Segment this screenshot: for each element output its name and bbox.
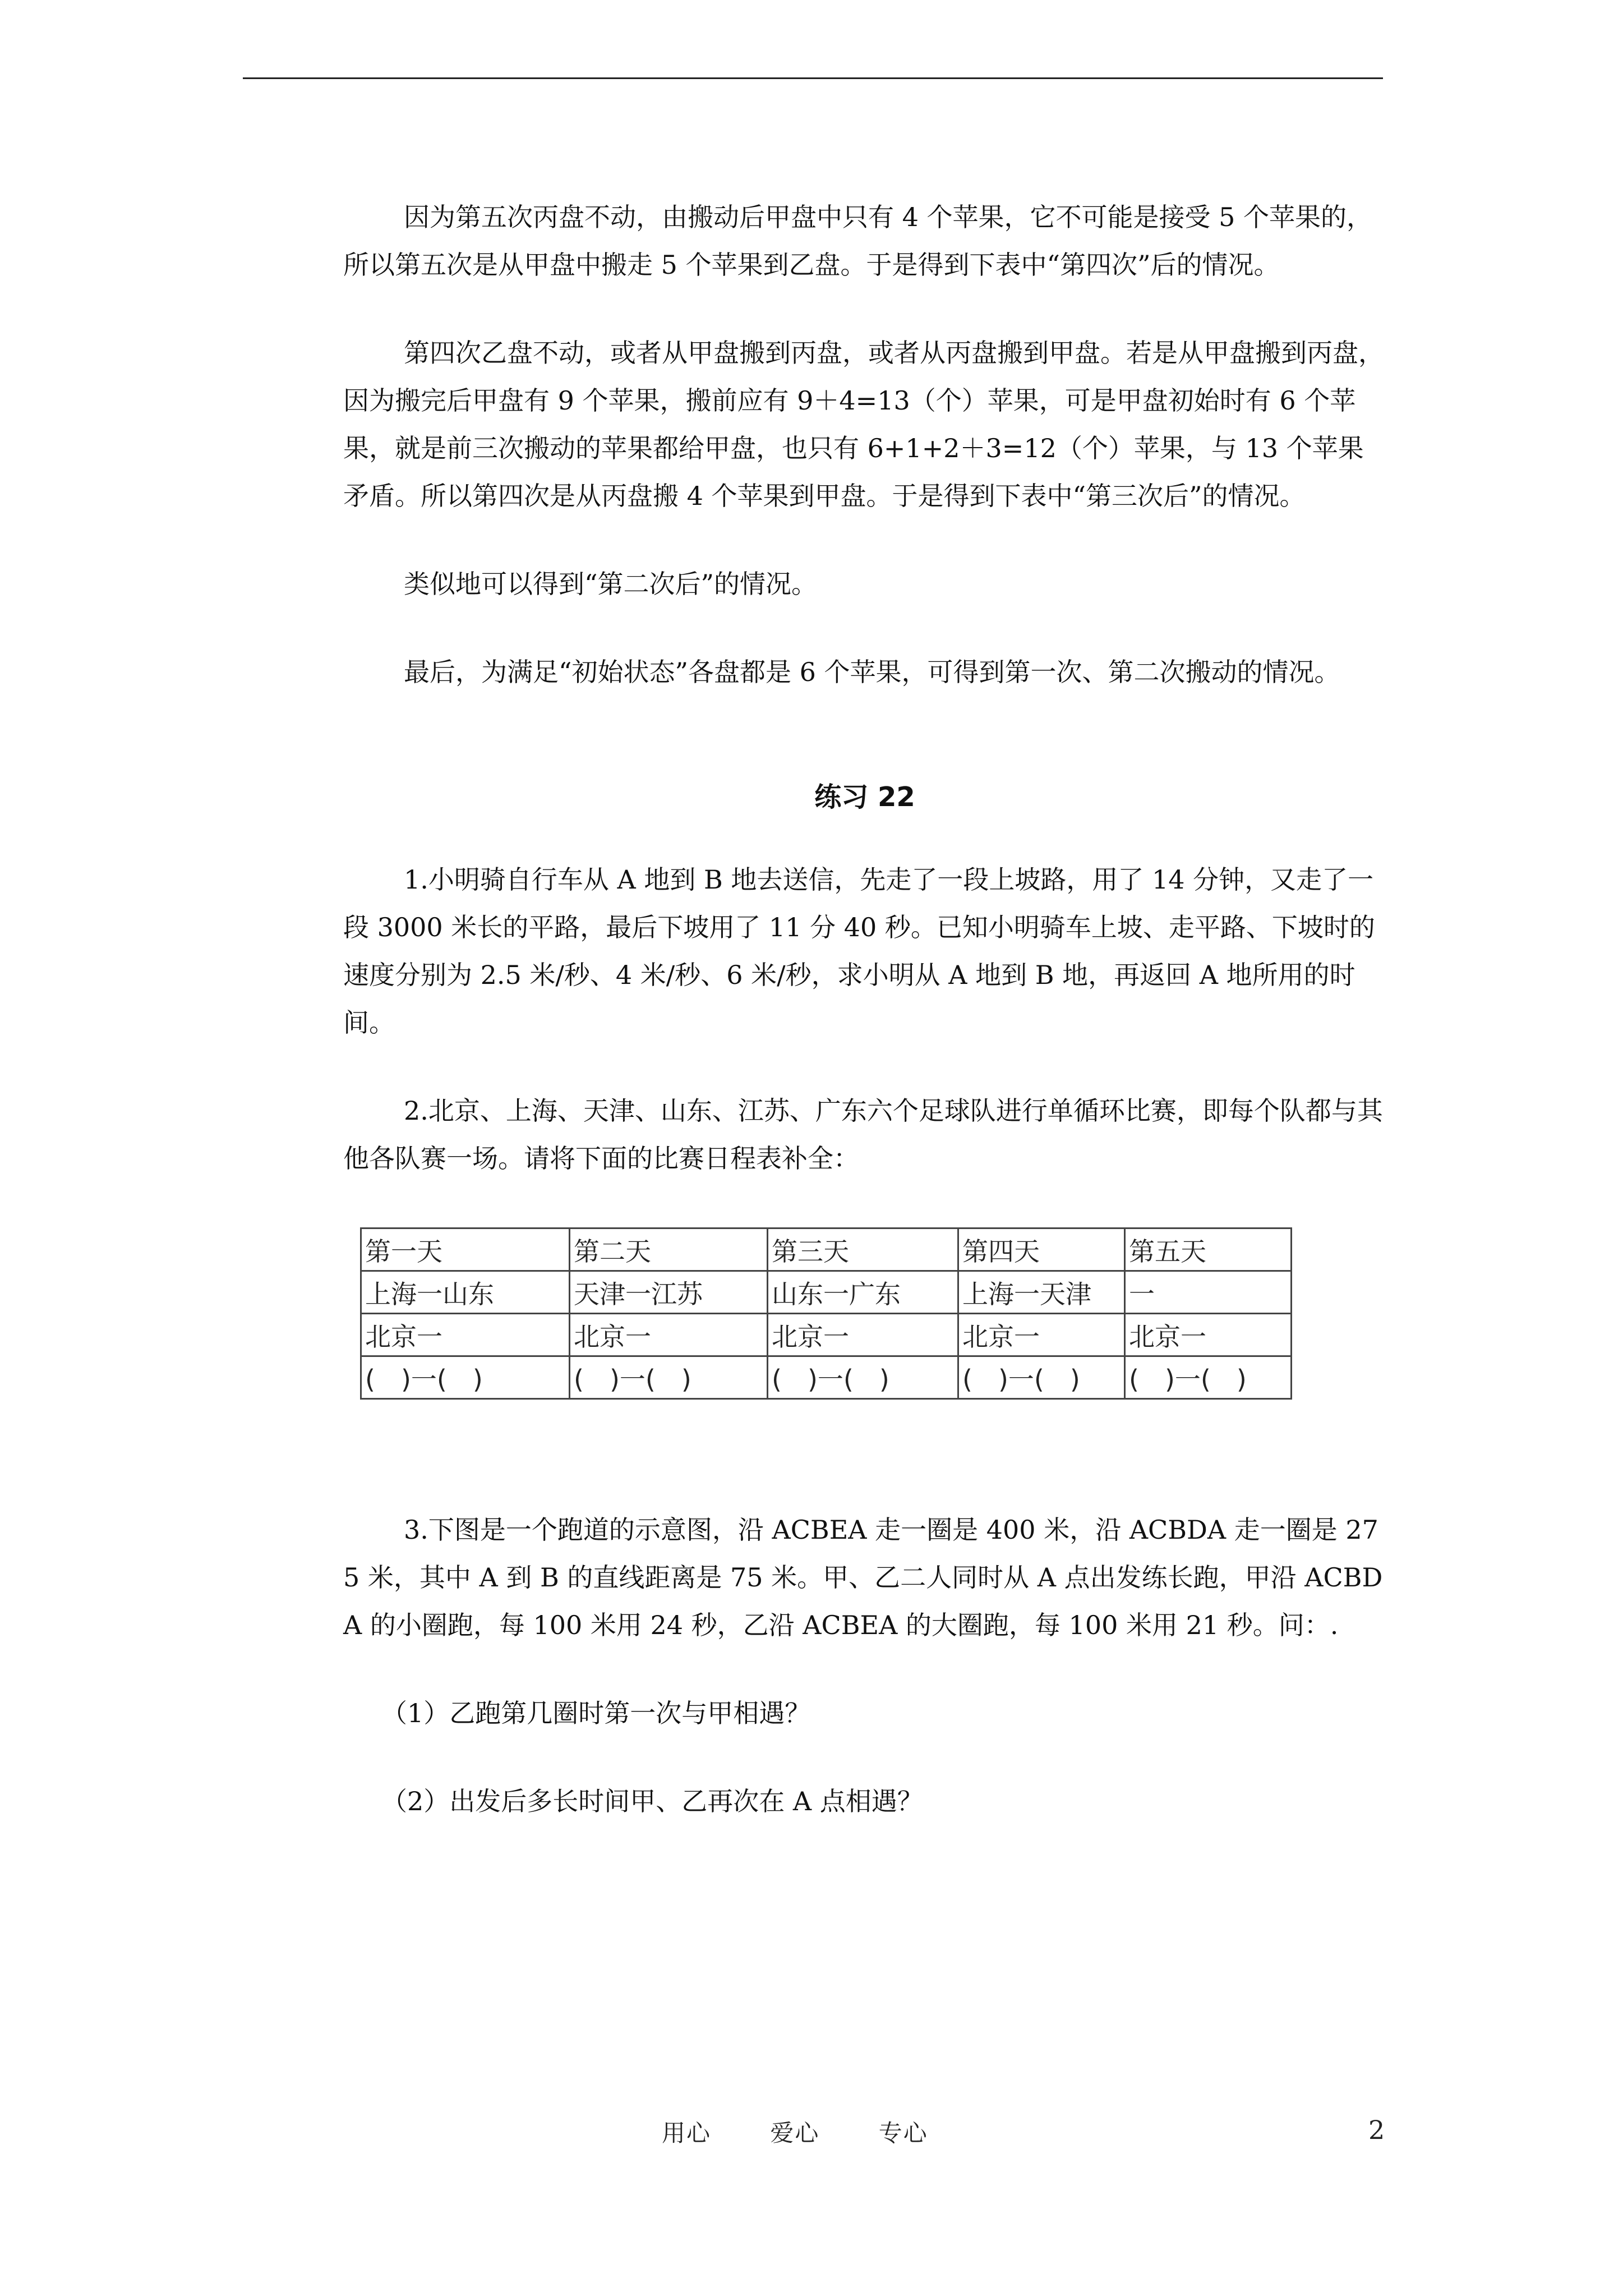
- table-cell: 北京一: [1125, 1314, 1292, 1356]
- footer-item: 用心: [662, 2119, 712, 2147]
- paragraph-3: 类似地可以得到“第二次后”的情况。: [404, 569, 818, 599]
- exercise-title: 练习 22: [814, 781, 915, 813]
- table-cell: 北京一: [958, 1314, 1125, 1356]
- footer-item: 专心: [878, 2119, 928, 2147]
- table-cell: ( )一( ): [570, 1356, 768, 1399]
- sub-question-1: （1）乙跑第几圈时第一次与甲相遇？: [381, 1698, 811, 1728]
- table-cell: 北京一: [570, 1314, 768, 1356]
- paragraph-2: 第四次乙盘不动，或者从甲盘搬到丙盘，或者从丙盘搬到甲盘。若是从甲盘搬到丙盘，因为搬完后甲盘有 9 个苹果，搬前应有 9＋4=13（个）苹果，可是甲盘初始时有 6 个苹果，就是前三次搬动的苹果都给甲盘，也只有 6+1+2＋3=12（个）苹果，与 13 个苹果矛盾。所以第四次是从丙盘搬 4 个苹果到甲盘。于是得到下表中“第三次后”的情况。: [343, 338, 1384, 511]
- table-cell: 北京一: [768, 1314, 958, 1356]
- page-number: 2: [1368, 2115, 1385, 2145]
- table-row: [361, 1314, 1292, 1356]
- schedule-table: [360, 1227, 1292, 1400]
- table-cell: 第四天: [958, 1228, 1125, 1271]
- document-body: [343, 194, 1386, 1866]
- table-row: [361, 1228, 1292, 1271]
- paragraph-4: 最后，为满足“初始状态”各盘都是 6 个苹果，可得到第一次、第二次搬动的情况。: [404, 657, 1340, 687]
- table-cell: 一: [1125, 1271, 1292, 1314]
- table-cell: ( )一( ): [768, 1356, 958, 1399]
- problem-3: 3.下图是一个跑道的示意图，沿 ACBEA 走一圈是 400 米，沿 ACBDA 走一圈是 275 米，其中 A 到 B 的直线距离是 75 米。甲、乙二人同时从 A 点出发练长跑，甲沿 ACBDA 的小圈跑，每 100 米用 24 秒，乙沿 ACBEA 的大圈跑，每 100 米用 21 秒。问：.: [343, 1515, 1383, 1640]
- table-cell: ( )一( ): [958, 1356, 1125, 1399]
- table-cell: 第三天: [768, 1228, 958, 1271]
- header-rule: [243, 77, 1383, 79]
- sub-question-2: （2）出发后多长时间甲、乙再次在 A 点相遇？: [381, 1786, 923, 1816]
- problem-1: 1.小明骑自行车从 A 地到 B 地去送信，先走了一段上坡路，用了 14 分钟，又走了一段 3000 米长的平路，最后下坡用了 11 分 40 秒。已知小明骑车上坡、走平路、下坡时的速度分别为 2.5 米/秒、4 米/秒、6 米/秒，求小明从 A 地到 B 地，再返回 A 地所用的时间。: [343, 864, 1375, 1038]
- table-row: [361, 1356, 1292, 1399]
- table-cell: 山东一广东: [768, 1271, 958, 1314]
- problem-2: 2.北京、上海、天津、山东、江苏、广东六个足球队进行单循环比赛，即每个队都与其他各队赛一场。请将下面的比赛日程表补全：: [343, 1096, 1383, 1174]
- table-cell: 北京一: [361, 1314, 570, 1356]
- table-cell: 第二天: [570, 1228, 768, 1271]
- table-row: [361, 1271, 1292, 1314]
- table-cell: 天津一江苏: [570, 1271, 768, 1314]
- table-cell: ( )一( ): [361, 1356, 570, 1399]
- table-cell: 上海一天津: [958, 1271, 1125, 1314]
- table-cell: 第一天: [361, 1228, 570, 1271]
- table-cell: 第五天: [1125, 1228, 1292, 1271]
- table-cell: ( )一( ): [1125, 1356, 1292, 1399]
- page-footer: [662, 2115, 979, 2148]
- footer-item: 爱心: [770, 2119, 820, 2147]
- table-cell: 上海一山东: [361, 1271, 570, 1314]
- paragraph-1: 因为第五次丙盘不动，由搬动后甲盘中只有 4 个苹果，它不可能是接受 5 个苹果的，所以第五次是从甲盘中搬走 5 个苹果到乙盘。于是得到下表中“第四次”后的情况。: [343, 202, 1373, 280]
